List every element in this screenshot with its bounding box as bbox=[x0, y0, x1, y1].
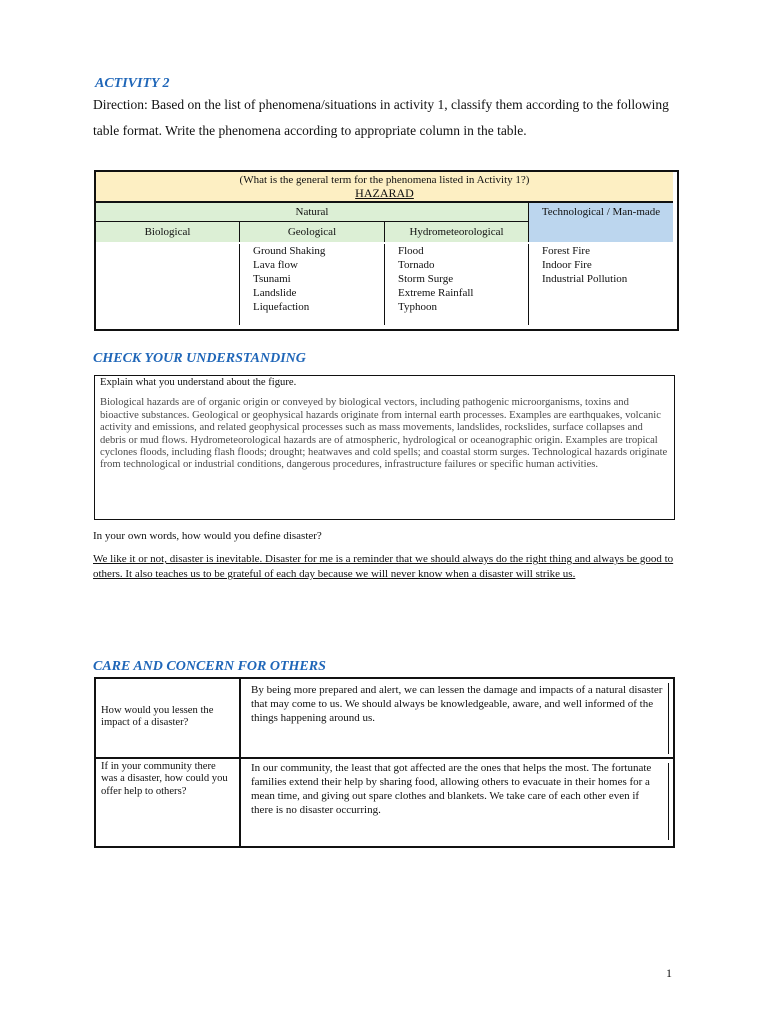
list-item: Ground Shaking bbox=[253, 245, 326, 257]
list-item: Storm Surge bbox=[398, 273, 454, 285]
care-heading: CARE AND CONCERN FOR OTHERS bbox=[93, 659, 326, 674]
list-item: Forest Fire bbox=[542, 245, 590, 257]
biological-header: Biological bbox=[96, 222, 240, 242]
check-understanding-heading: CHECK YOUR UNDERSTANDING bbox=[93, 351, 306, 366]
hazard-answer: HAZARAD bbox=[355, 186, 414, 200]
technological-cell bbox=[529, 244, 673, 325]
care-answer-1: By being more prepared and alert, we can lessen the damage and impacts of a natural disaster that may come to us. We should always be knowledgeable, aware, and well informed of the things happening around us. bbox=[251, 684, 663, 724]
activity-title: ACTIVITY 2 bbox=[95, 76, 170, 91]
disaster-answer: We like it or not, disaster is inevitable. Disaster for me is a reminder that we should always do the right thing and always be good to others. It also teaches us to be grateful of each day because we will never know when a disaster will strike us. bbox=[93, 553, 674, 580]
page-number: 1 bbox=[666, 966, 672, 980]
natural-header: Natural bbox=[96, 203, 529, 222]
list-item: Flood bbox=[398, 245, 424, 257]
geological-header: Geological bbox=[240, 222, 385, 242]
care-question-1: How would you lessen the impact of a disaster? bbox=[96, 679, 241, 757]
hydrometeorological-cell bbox=[385, 244, 529, 325]
cell-border bbox=[668, 683, 669, 754]
geological-cell bbox=[240, 244, 385, 325]
technological-header: Technological / Man-made bbox=[529, 203, 673, 242]
cell-border bbox=[668, 763, 669, 840]
understanding-answer: Biological hazards are of organic origin or conveyed by biological vectors, including pathogenic microorganisms, toxins and bioactive substances. Geological or geophysical hazards originate from internal earth processes. Examples are earthquakes, volcanic activity and emissions, and related geophysical processes such as mass movements, landslides, rockslides, surface collapses and debris or mud flows. Hydrometeorological hazards are of atmospheric, hydrological or oceanographic origin. Examples are tropical cyclones floods, including flash floods; drought; heatwaves and cold spells; and coastal storm surges. Technological hazards originate from technological or industrial conditions, dangerous procedures, infrastructure failures or specific human activities. bbox=[100, 397, 668, 471]
list-item: Industrial Pollution bbox=[542, 273, 628, 285]
hydrometeorological-header: Hydrometeorological bbox=[385, 222, 529, 242]
list-item: Landslide bbox=[253, 287, 297, 299]
list-item: Extreme Rainfall bbox=[398, 287, 474, 299]
hazard-question: (What is the general term for the phenomena listed in Activity 1?) bbox=[239, 174, 530, 186]
list-item: Liquefaction bbox=[253, 301, 310, 313]
direction-text: Direction: Based on the list of phenomena/situations in activity 1, classify them according to the following table format. Write the phenomena according to appropriate column in the table. bbox=[93, 97, 669, 138]
list-item: Indoor Fire bbox=[542, 259, 592, 271]
hazard-table-header bbox=[96, 172, 673, 203]
understanding-question: Explain what you understand about the figure. bbox=[100, 377, 297, 388]
care-question-2: If in your community there was a disaster, how could you offer help to others? bbox=[96, 759, 241, 846]
list-item: Typhoon bbox=[398, 301, 437, 313]
understanding-box bbox=[94, 375, 675, 520]
disaster-question: In your own words, how would you define disaster? bbox=[93, 530, 322, 542]
list-item: Lava flow bbox=[253, 259, 298, 271]
list-item: Tsunami bbox=[253, 273, 291, 285]
care-table bbox=[94, 677, 675, 848]
biological-cell bbox=[96, 244, 240, 325]
hazard-table bbox=[94, 170, 679, 331]
care-answer-2: In our community, the least that got affected are the ones that helps the most. The fortunate families extend their help by sharing food, allowing others to evacuate in their homes for a mean time, and giving out spare clothes and blankets. We take care of each other even if there is no disaster occurring. bbox=[251, 762, 652, 816]
list-item: Tornado bbox=[398, 259, 435, 271]
